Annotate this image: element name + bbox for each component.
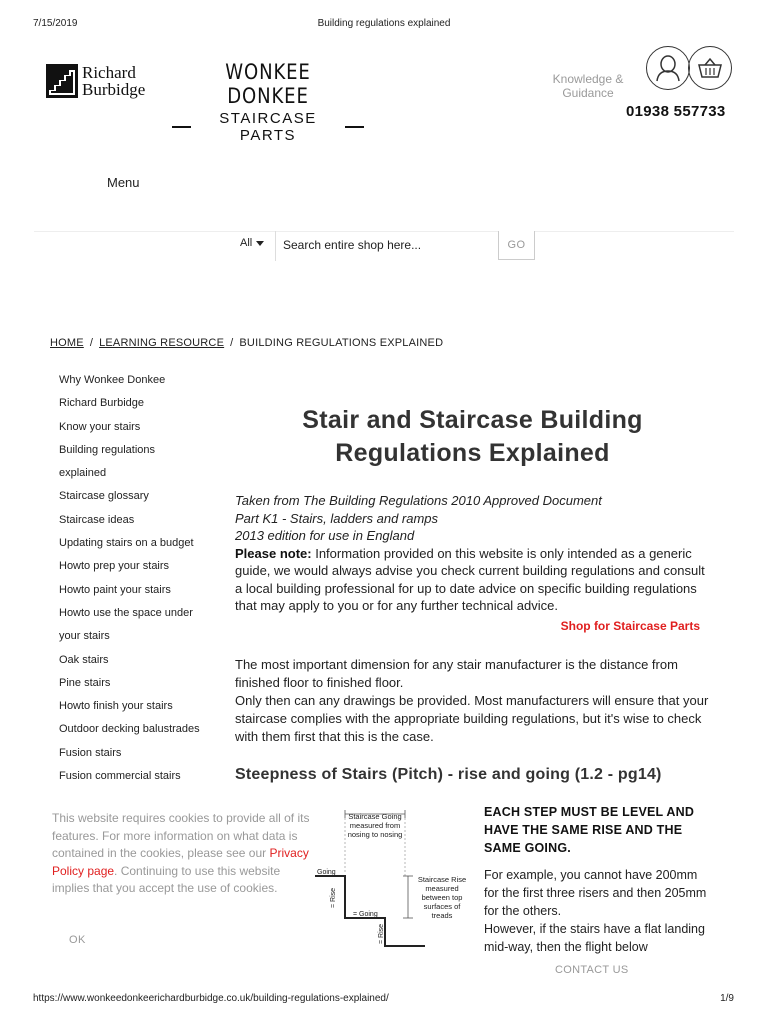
search-category-select[interactable]: [240, 237, 264, 249]
sidebar-item-building-regulations-cont[interactable]: explained: [59, 467, 107, 480]
rb-line2: Burbidge: [82, 80, 146, 99]
sidebar-item-updating-stairs[interactable]: Updating stairs on a budget: [59, 537, 194, 550]
diagram-going-mid: = Going: [353, 911, 378, 918]
print-page-number: 1/9: [720, 993, 734, 1004]
shop-staircase-parts-link[interactable]: Shop for Staircase Parts: [560, 618, 700, 633]
contact-us-link[interactable]: CONTACT US: [555, 964, 629, 976]
print-title: Building regulations explained: [317, 18, 451, 29]
cookie-text: [52, 810, 312, 898]
privacy-policy-link[interactable]: Privacy Policy page: [52, 846, 309, 878]
diagram-rise-left: = Rise: [330, 887, 337, 908]
sidebar-item-building-regulations[interactable]: Building regulations: [59, 443, 156, 456]
breadcrumb-separator: /: [89, 337, 94, 349]
print-url: https://www.wonkeedonkeerichardburbidge.co.uk/building-regulations-explained/: [33, 993, 389, 1004]
cookie-text-before: This website requires cookies to provide all of its features. For more information on what data is contained in the cookies, please see our: [52, 811, 310, 860]
diagram-going-side: Going: [317, 869, 336, 876]
diagram-rise-bottom: = Rise: [378, 923, 385, 944]
knowledge-guidance-link[interactable]: [543, 72, 633, 100]
note-text: Information provided on this website is only intended as a generic guide, we would always advise you check current building regulations and consult a local building professional for up to date advice on specific building regulations that may apply to you or for any further technical advice.: [235, 545, 705, 613]
stair-rise-going-diagram: [315, 808, 477, 954]
wonkee-donkee-logo[interactable]: [172, 60, 364, 144]
diagram-rise-label-2: measured: [425, 884, 459, 893]
user-icon[interactable]: [646, 46, 690, 90]
sidebar-item-richard-burbidge[interactable]: Richard Burbidge: [59, 397, 144, 410]
diagram-going-label-2: measured from: [349, 821, 401, 830]
cookie-ok-button[interactable]: OK: [69, 934, 86, 946]
breadcrumb-learning-resource[interactable]: LEARNING RESOURCE: [99, 337, 225, 349]
sidebar-item-oak-stairs[interactable]: Oak stairs: [59, 653, 109, 666]
sidebar-item-staircase-glossary[interactable]: Staircase glossary: [59, 490, 149, 503]
sidebar-item-why-wonkee-donkee[interactable]: Why Wonkee Donkee: [59, 374, 166, 386]
source-citation: [235, 492, 710, 545]
sidebar-item-space-under[interactable]: Howto use the space under: [59, 606, 193, 619]
title-line2: Regulations Explained: [335, 439, 610, 467]
stairs-logo-icon: [46, 64, 78, 98]
breadcrumb-current: BUILDING REGULATIONS EXPLAINED: [239, 337, 444, 349]
basket-icon[interactable]: [688, 46, 732, 90]
breadcrumb: [50, 337, 443, 349]
diagram-rise-label-1: Staircase Rise: [417, 875, 467, 884]
sidebar-item-know-your-stairs[interactable]: Know your stairs: [59, 420, 141, 433]
cookie-text-after: . Continuing to use this website implies that you accept the use of cookies.: [52, 863, 281, 895]
section-heading-pitch: Steepness of Stairs (Pitch) - rise and going (1.2 - pg14): [235, 765, 662, 783]
step-rule-example: For example, you cannot have 200mm for the first three risers and then 205mm for the others.: [484, 868, 707, 918]
knowledge-line1: Knowledge &: [552, 72, 624, 86]
step-rule-landing: However, if the stairs have a flat landing mid-way, then the flight below: [484, 922, 705, 954]
sidebar-item-fusion-stairs[interactable]: Fusion stairs: [59, 746, 122, 759]
diagram-rise-label-4: surfaces of: [423, 902, 461, 911]
diagram-rise-label-5: treads: [431, 911, 453, 920]
sidebar-item-pine-stairs[interactable]: Pine stairs: [59, 676, 111, 689]
intro-paragraph-2: Only then can any drawings be provided. Most manufacturers will ensure that your staircase complies with the appropriate building regulations, but it's wise to check with them first that this is the case.: [235, 692, 709, 744]
sidebar-nav: [59, 369, 219, 788]
source-line1: Taken from The Building Regulations 2010 Approved Document: [235, 493, 602, 508]
search-go-button[interactable]: GO: [498, 231, 535, 260]
page-title: [235, 404, 710, 470]
diagram-going-label-3: nosing to nosing: [347, 830, 403, 839]
sidebar-item-finish-stairs[interactable]: Howto finish your stairs: [59, 700, 173, 713]
rb-line1: Richard: [82, 63, 136, 82]
sidebar-item-staircase-ideas[interactable]: Staircase ideas: [59, 513, 135, 526]
search-input[interactable]: [283, 234, 488, 256]
article: [235, 404, 710, 784]
rb-wordmark: [82, 64, 145, 98]
breadcrumb-separator: /: [230, 337, 234, 349]
sidebar-item-fusion-commercial[interactable]: Fusion commercial stairs: [59, 770, 181, 783]
menu-button[interactable]: Menu: [107, 175, 140, 190]
sidebar-item-decking-balustrades[interactable]: Outdoor decking balustrades: [59, 723, 200, 736]
wd-tagline: [172, 110, 364, 144]
richard-burbidge-logo[interactable]: [46, 64, 145, 98]
print-date: 7/15/2019: [33, 18, 78, 29]
search-divider: [275, 231, 276, 261]
wd-rule-right: [345, 126, 364, 128]
knowledge-line2: Guidance: [562, 86, 614, 100]
step-rule-block: [484, 803, 712, 956]
intro-paragraph-1: The most important dimension for any stair manufacturer is the distance from finished floor to finished floor.: [235, 656, 678, 690]
source-line3: 2013 edition for use in England: [235, 528, 415, 543]
disclaimer-note: [235, 545, 710, 615]
chevron-down-icon: [256, 241, 264, 246]
wd-name: WONKEE DONKEE: [225, 60, 311, 108]
wd-sub: STAIRCASE PARTS: [219, 110, 317, 144]
diagram-rise-label-3: between top: [421, 893, 463, 902]
sidebar-item-space-under-cont[interactable]: your stairs: [59, 630, 110, 643]
source-line2: Part K1 - Stairs, ladders and ramps: [235, 510, 439, 526]
breadcrumb-home[interactable]: HOME: [50, 337, 84, 349]
cookie-notice: [52, 810, 312, 946]
sidebar-item-paint-stairs[interactable]: Howto paint your stairs: [59, 583, 171, 596]
note-label: Please note:: [235, 545, 312, 561]
title-line1: Stair and Staircase Building: [302, 406, 643, 434]
sidebar-item-prep-stairs[interactable]: Howto prep your stairs: [59, 560, 170, 573]
search-category-value: All: [240, 237, 253, 249]
phone-number[interactable]: 01938 557733: [626, 103, 726, 120]
diagram-going-label-1: Staircase Going: [348, 812, 402, 821]
step-rule-heading: EACH STEP MUST BE LEVEL AND HAVE THE SAME RISE AND THE SAME GOING.: [484, 805, 695, 855]
search-bar: [233, 231, 535, 261]
wd-rule-left: [172, 126, 191, 128]
